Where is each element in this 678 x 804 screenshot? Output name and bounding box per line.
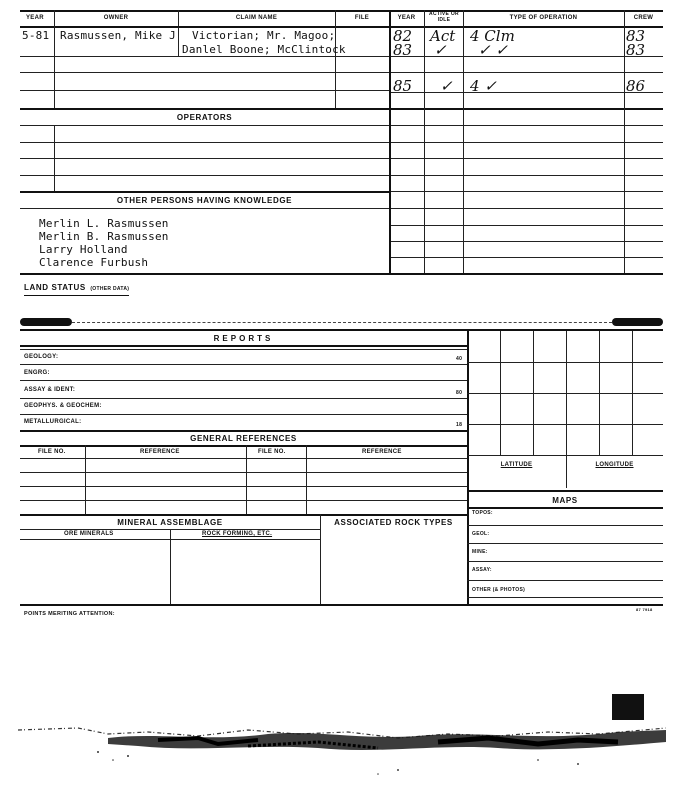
points-meriting-attention-label: POINTS MERITING ATTENTION: xyxy=(24,611,115,617)
crew-1: 83 xyxy=(626,27,646,45)
list-item: Larry Holland xyxy=(39,243,128,256)
right-tab-mark xyxy=(612,318,663,326)
list-item: Merlin B. Rasmussen xyxy=(39,230,169,243)
claim-name-divider xyxy=(178,27,179,56)
assay-ident-label: ASSAY & IDENT: xyxy=(24,387,76,393)
file-no-header-2: FILE NO. xyxy=(258,449,286,455)
claim-owner: Rasmussen, Mike J xyxy=(60,29,176,42)
mine-label: MINE: xyxy=(472,549,488,555)
engrg-label: ENGRG: xyxy=(24,370,50,376)
ore-minerals-header: ORE MINERALS xyxy=(64,531,114,537)
metallurgical-label: METALLURGICAL: xyxy=(24,419,82,425)
reference-header-2: REFERENCE xyxy=(362,449,402,455)
operation-type-1: 4 Clm xyxy=(470,27,515,45)
activity-status-3: ✓ xyxy=(440,77,453,95)
activity-year-2: 83 xyxy=(393,41,413,59)
type-of-operation-column-header: TYPE OF OPERATION xyxy=(509,15,578,21)
year-column-header: YEAR xyxy=(26,15,44,21)
list-item: Clarence Furbush xyxy=(39,256,149,269)
geophys-geochem-label: GEOPHYS. & GEOCHEM: xyxy=(24,403,102,409)
file-no-header-1: FILE NO. xyxy=(38,449,66,455)
scan-noise-band xyxy=(18,712,666,782)
activity-status-2: ✓ xyxy=(434,41,447,59)
other-photos-label: OTHER (& PHOTOS) xyxy=(472,587,526,593)
activity-year-3: 85 xyxy=(393,77,413,95)
land-status-label xyxy=(24,277,129,296)
owner-column-header: OWNER xyxy=(103,15,129,21)
crew-2: 83 xyxy=(626,41,646,59)
left-tab-mark xyxy=(20,318,72,326)
metallurgical-mark: 18 xyxy=(456,422,463,428)
activity-year-column-header: YEAR xyxy=(397,15,416,21)
crew-3: 86 xyxy=(626,77,646,95)
crew-column-header: CREW xyxy=(633,15,654,21)
land-status-title: LAND STATUS xyxy=(24,283,86,292)
operation-type-2: ✓ ✓ xyxy=(478,41,508,59)
geology-label: GEOLOGY: xyxy=(24,354,59,360)
operators-header: OPERATORS xyxy=(176,113,233,122)
topos-label: TOPOS: xyxy=(472,510,493,516)
claim-name-column-header: CLAIM NAME xyxy=(235,15,278,21)
assay-mark: 80 xyxy=(456,390,463,396)
claim-year: 5-81 xyxy=(22,29,50,42)
reference-header-1: REFERENCE xyxy=(140,449,180,455)
rock-forming-header: ROCK FORMING, ETC. xyxy=(202,531,273,537)
active-or-idle-column-header: ACTIVE OR IDLE xyxy=(429,11,459,23)
other-persons-header: OTHER PERSONS HAVING KNOWLEDGE xyxy=(116,196,293,205)
file-column-header: FILE xyxy=(354,15,370,21)
longitude-label: LONGITUDE xyxy=(595,462,634,468)
reports-header: REPORTS xyxy=(213,334,274,343)
associated-rock-types-header: ASSOCIATED ROCK TYPES xyxy=(334,518,453,527)
activity-status-1: Act xyxy=(430,27,456,45)
claim-name-line-2: Danlel Boone; McClintock xyxy=(182,43,346,56)
land-status-subtitle: (OTHER DATA) xyxy=(90,286,130,292)
general-references-header: GENERAL REFERENCES xyxy=(190,434,297,443)
assay-map-label: ASSAY: xyxy=(472,567,492,573)
claim-name-line-1: Victorian; Mr. Magoo; xyxy=(192,29,336,42)
operation-type-3: 4 ✓ xyxy=(470,77,497,95)
list-item: Merlin L. Rasmussen xyxy=(39,217,169,230)
latitude-label: LATITUDE xyxy=(500,462,533,468)
activity-year-1: 82 xyxy=(393,27,413,45)
maps-header: MAPS xyxy=(552,496,578,505)
mineral-assemblage-header: MINERAL ASSEMBLAGE xyxy=(117,518,223,527)
form-code: 87 7918 xyxy=(636,607,653,612)
geol-label: GEOL: xyxy=(472,531,490,537)
geology-mark: 40 xyxy=(456,356,463,362)
